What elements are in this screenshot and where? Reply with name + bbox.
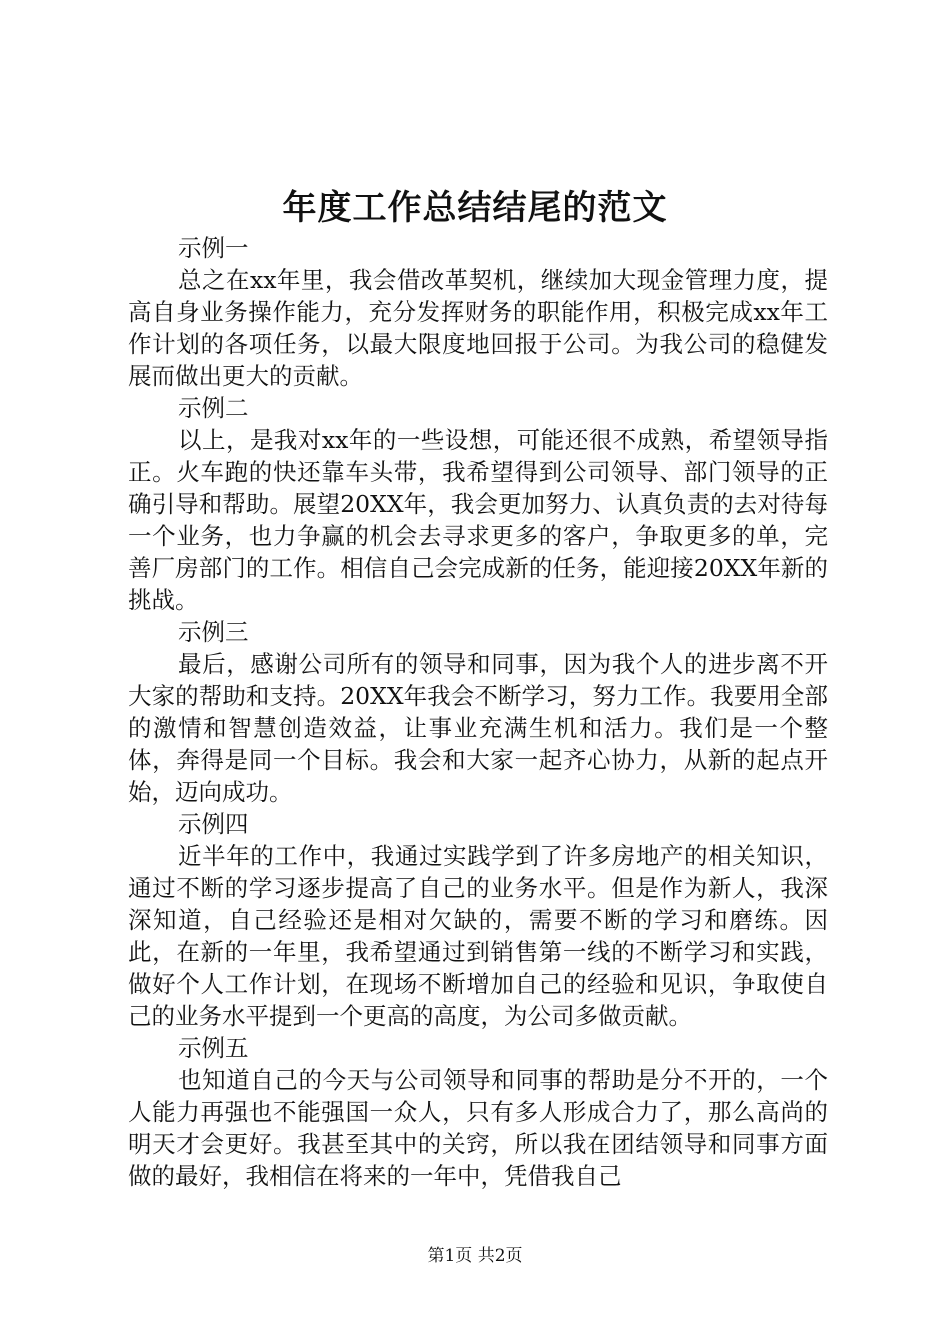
section-heading: 示例五	[178, 1034, 249, 1062]
section-heading: 示例四	[178, 810, 249, 838]
document-title: 年度工作总结结尾的范文	[282, 188, 668, 228]
section-paragraph: 以上，是我对xx年的一些设想，可能还很不成熟，希望领导指正。火车跑的快还靠车头带，我希望得到公司领导、部门领导的正确引导和帮助。展望20XX年，我会更加努力、认真负责的去对待每一个业务，也力争赢的机会去寻求更多的客户，争取更多的单，完善厂房部门的工作。相信自己会完成新的任务，能迎接20XX年新的挑战。	[128, 426, 828, 614]
section-heading: 示例二	[178, 394, 249, 422]
section-paragraph: 也知道自己的今天与公司领导和同事的帮助是分不开的，一个人能力再强也不能强国一众人，只有多人形成合力了，那么高尚的明天才会更好。我甚至其中的关窍，所以我在团结领导和同事方面做的最好，我相信在将来的一年中，凭借我自己	[128, 1066, 828, 1190]
section-paragraph: 最后，感谢公司所有的领导和同事，因为我个人的进步离不开大家的帮助和支持。20XX年我会不断学习，努力工作。我要用全部的激情和智慧创造效益，让事业充满生机和活力。我们是一个整体，奔得是同一个目标。我会和大家一起齐心协力，从新的起点开始，迈向成功。	[128, 650, 828, 806]
section-heading: 示例一	[178, 234, 249, 262]
section-heading: 示例三	[178, 618, 249, 646]
document-body	[128, 232, 828, 1192]
section-paragraph: 近半年的工作中，我通过实践学到了许多房地产的相关知识，通过不断的学习逐步提高了自己的业务水平。但是作为新人，我深深知道，自己经验还是相对欠缺的，需要不断的学习和磨练。因此，在新的一年里，我希望通过到销售第一线的不断学习和实践，做好个人工作计划，在现场不断增加自己的经验和见识，争取使自己的业务水平提到一个更高的高度，为公司多做贡献。	[128, 842, 828, 1030]
page-footer: 第1页 共2页	[427, 1246, 523, 1266]
section-paragraph: 总之在xx年里，我会借改革契机，继续加大现金管理力度，提高自身业务操作能力，充分发挥财务的职能作用，积极完成xx年工作计划的各项任务，以最大限度地回报于公司。为我公司的稳健发展而做出更大的贡献。	[128, 266, 828, 390]
